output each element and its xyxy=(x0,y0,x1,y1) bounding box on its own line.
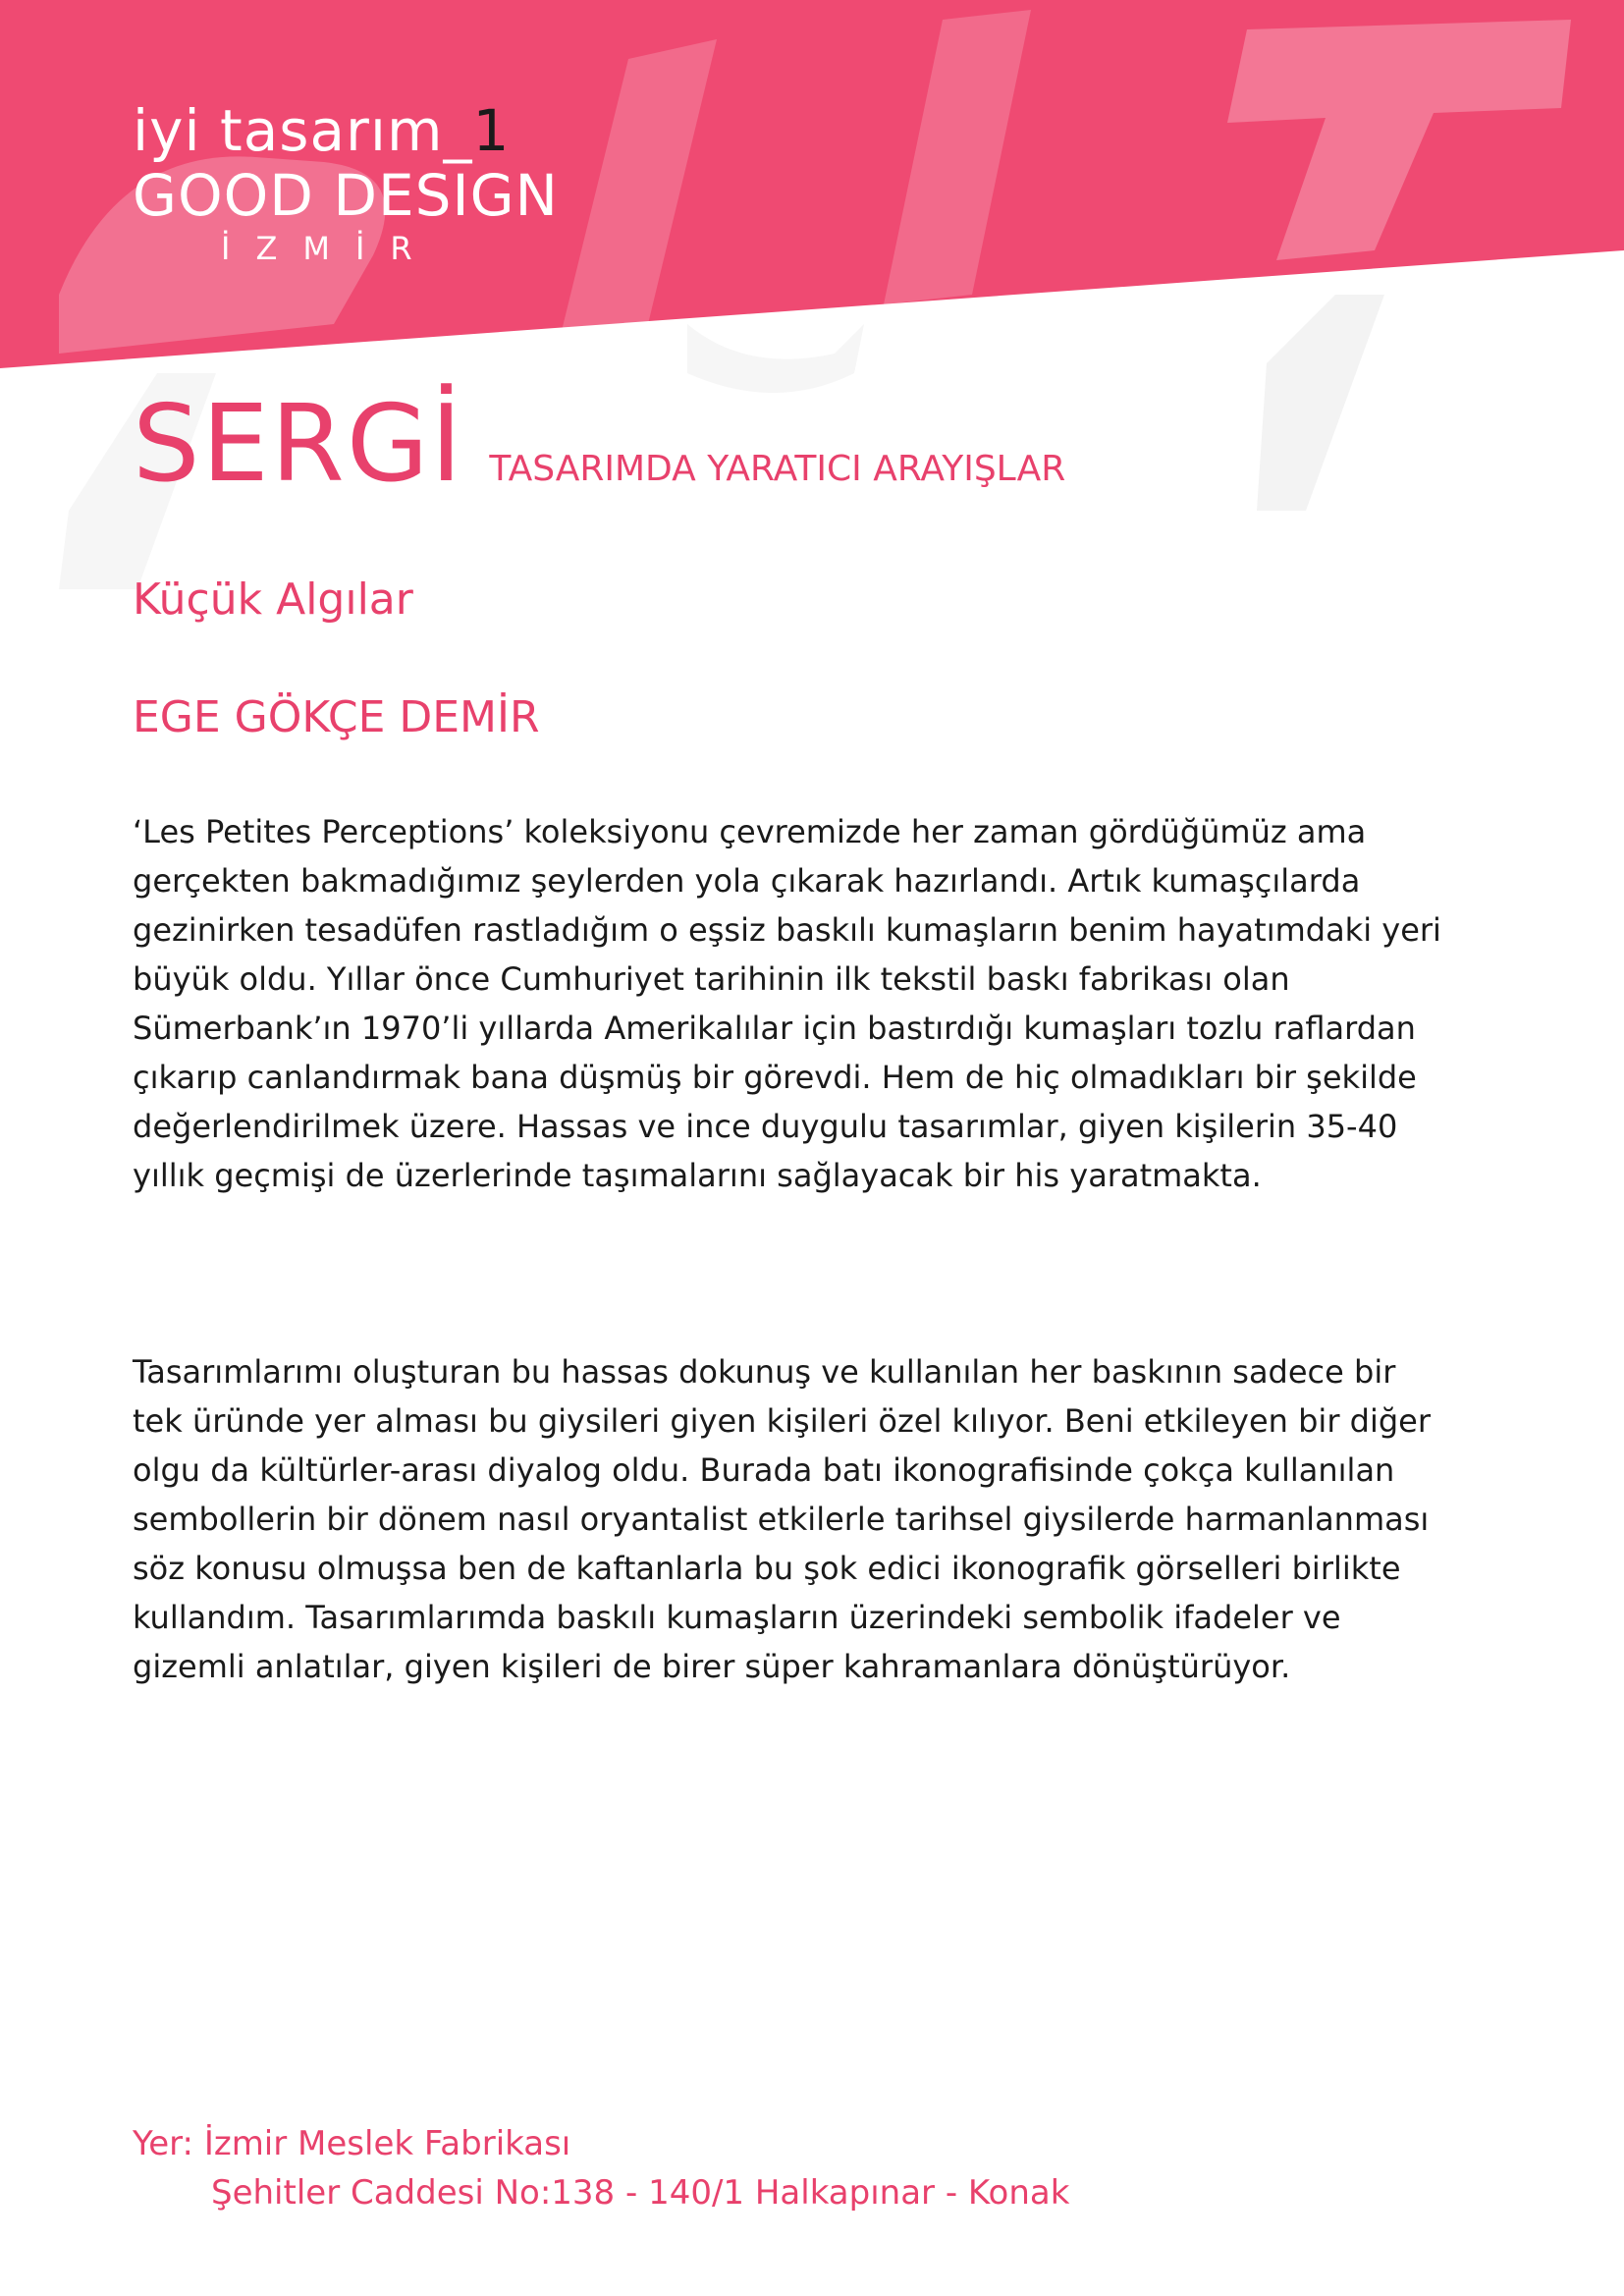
designer-name: EGE GÖKÇE DEMİR xyxy=(133,692,540,742)
venue-label: Yer: İzmir Meslek Fabrikası xyxy=(133,2124,571,2163)
watermark-letter-t-tail xyxy=(1257,295,1384,511)
body-paragraph-1: ‘Les Petites Perceptions’ koleksiyonu çevremizde her zaman gördüğümüz ama gerçekten bakmadığımız şeylerden yola çıkarak hazırlandı. Artık kumaşçılarda gezinirken tesadüfen rastladığım o eşsiz baskılı kumaşların benim hayatımdaki yeri büyük oldu. Yıllar önce Cumhuriyet tarihinin ilk tekstil baskı fabrikası olan Sümerbank’ın 1970’li yıllarda Amerikalılar için bastırdığı kumaşları tozlu raflardan çıkarıp canlandırmak bana düşmüş bir görevdi. Hem de hiç olmadıkları bir şekilde değerlendirilmek üzere. Hassas ve ince duygulu tasarımlar, giyen kişilerin 35-40 yıllık geçmişi de üzerlerinde taşımalarını sağlayacak bir his yaratmakta. xyxy=(133,813,1441,1194)
section-heading xyxy=(133,383,1065,506)
body-paragraph-2: Tasarımlarımı oluşturan bu hassas dokunuş ve kullanılan her baskının sadece bir tek üründe yer alması bu giysileri giyen kişileri özel kılıyor. Beni etkileyen bir diğer olgu da kültürler-arası diyalog oldu. Burada batı ikonografisinde çokça kullanılan sembollerin bir dönem nasıl oryantalist etkilerle tarihsel giysilerde harmanlanması söz konusu olmuşsa ben de kaftanlarla bu şok edici ikonografik görselleri birlikte kullandım. Tasarımlarımda baskılı kumaşların üzerindeki sembolik ifadeler ve gizemli anlatılar, giyen kişileri de birer süper kahramanlara dönüştürüyor. xyxy=(133,1353,1431,1685)
project-title: Küçük Algılar xyxy=(133,574,413,625)
logo-text-turkish: iyi tasarım_ xyxy=(133,97,473,164)
section-title: SERGİ xyxy=(133,383,464,506)
venue-info xyxy=(133,2119,1069,2217)
venue-address: Şehitler Caddesi No:138 - 140/1 Halkapınar - Konak xyxy=(211,2173,1070,2213)
event-logo xyxy=(133,98,559,269)
logo-text-english: GOOD DESIGN xyxy=(133,162,559,229)
logo-line-iyi-tasarim xyxy=(133,98,559,163)
section-subtitle: TASARIMDA YARATICI ARAYIŞLAR xyxy=(489,449,1066,489)
logo-edition-number: 1 xyxy=(472,97,511,164)
logo-city: İZMİR xyxy=(221,230,438,267)
